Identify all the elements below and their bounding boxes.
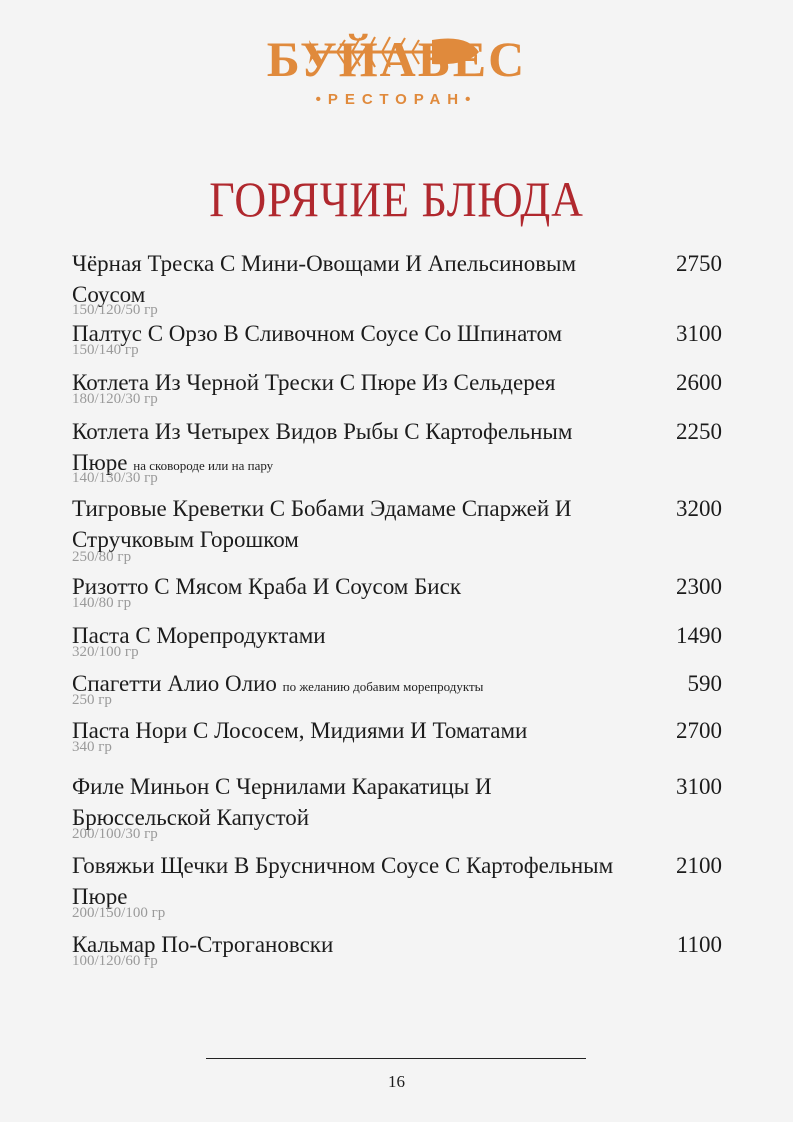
item-price: 2750	[676, 251, 722, 276]
menu-item	[72, 715, 722, 755]
menu-item	[72, 771, 722, 842]
item-weight: 250/80 гр	[72, 549, 132, 565]
item-weight: 150/120/50 гр	[72, 302, 158, 318]
item-name-text: Спагетти Алио Олио	[72, 671, 277, 696]
menu-item	[72, 493, 722, 565]
menu-item	[72, 416, 722, 486]
item-weight: 140/130/30 гр	[72, 470, 158, 486]
item-price: 590	[687, 671, 722, 696]
section-title: ГОРЯЧИЕ БЛЮДА	[209, 171, 584, 227]
item-weight: 200/150/100 гр	[72, 905, 166, 921]
item-weight: 140/80 гр	[72, 595, 132, 611]
item-note: на сковороде или на пару	[133, 458, 274, 473]
item-name: Паста Нори С Лососем, Мидиями И Томатами	[72, 718, 528, 743]
page-number: 16	[388, 1072, 405, 1091]
item-weight: 150/140 гр	[72, 342, 139, 358]
item-name: Паста С Морепродуктами	[72, 623, 326, 648]
menu-item	[72, 367, 722, 407]
menu-item	[72, 850, 722, 921]
item-price: 2250	[676, 419, 722, 444]
menu-item	[72, 318, 722, 358]
menu-item	[72, 929, 722, 969]
item-note: по желанию добавим морепродукты	[282, 679, 484, 694]
item-price: 2600	[676, 370, 722, 395]
item-weight: 100/120/60 гр	[72, 953, 158, 969]
item-price: 3100	[676, 774, 722, 799]
item-name: Чёрная Треска С Мини-Овощами И Апельсиновым Соусом	[72, 251, 577, 307]
item-weight: 200/100/30 гр	[72, 826, 158, 842]
item-name: Котлета Из Черной Трески С Пюре Из Сельдерея	[72, 370, 556, 395]
item-price: 3100	[676, 321, 722, 346]
item-price: 2300	[676, 574, 722, 599]
item-name: Ризотто С Мясом Краба И Соусом Биск	[72, 574, 462, 599]
item-price: 2100	[676, 853, 722, 878]
menu-item	[72, 620, 722, 660]
item-weight: 340 гр	[72, 739, 112, 755]
item-name: Палтус С Орзо В Сливочном Соусе Со Шпинатом	[72, 321, 563, 346]
item-name: Говяжьи Щечки В Брусничном Соусе С Картофельным Пюре	[72, 853, 614, 909]
logo-name: БУЙАБЕС	[266, 31, 527, 87]
item-name-text: Котлета Из Четырех Видов Рыбы С Картофельным Пюре	[72, 419, 573, 475]
item-name: Филе Миньон С Чернилами Каракатицы И Брюссельской Капустой	[72, 774, 492, 830]
item-weight: 250 гр	[72, 692, 112, 708]
item-name	[72, 668, 632, 702]
item-weight: 180/120/30 гр	[72, 391, 158, 407]
menu-item	[72, 248, 722, 318]
menu-item	[72, 668, 722, 708]
item-price: 2700	[676, 718, 722, 743]
logo-subtitle: •РЕСТОРАН•	[315, 91, 478, 108]
item-price: 1490	[676, 623, 722, 648]
item-price: 3200	[676, 496, 722, 521]
menu-item	[72, 571, 722, 611]
item-price: 1100	[676, 932, 722, 957]
item-name: Тигровые Креветки С Бобами Эдамаме Спаржей И Стручковым Горошком	[72, 496, 572, 552]
item-weight: 320/100 гр	[72, 644, 139, 660]
footer-divider	[206, 1058, 586, 1059]
item-name: Кальмар По-Строгановски	[72, 932, 334, 957]
